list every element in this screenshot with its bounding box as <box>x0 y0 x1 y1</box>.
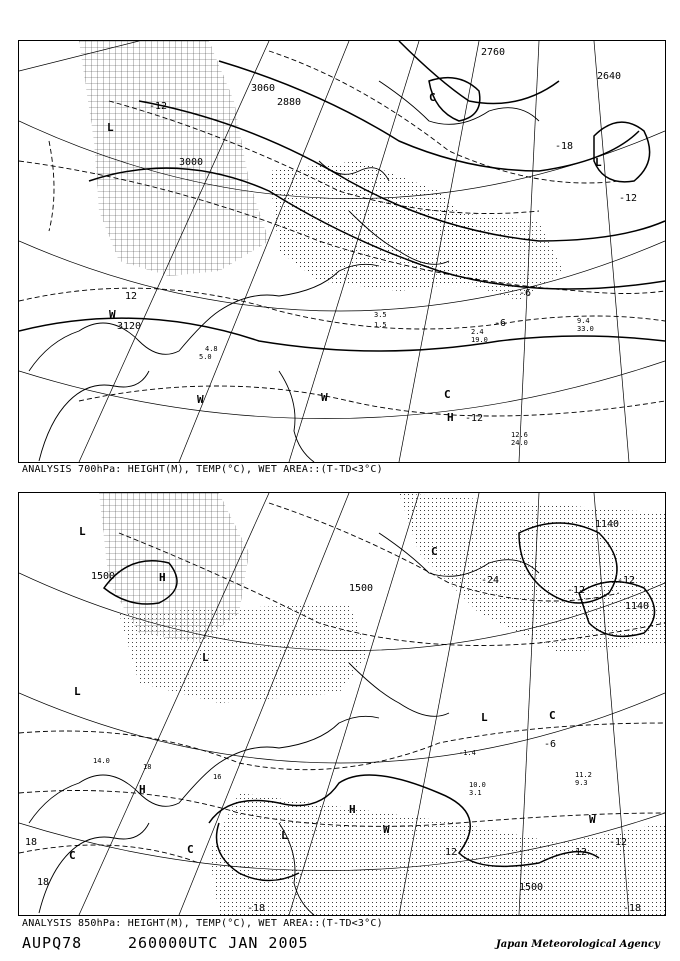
warm-center: W <box>589 813 596 826</box>
temp-label: 12 <box>575 847 588 858</box>
low-center: L <box>74 685 81 698</box>
station-value: 18 <box>143 763 152 771</box>
height-label: 2880 <box>277 97 302 108</box>
temp-label: 18 <box>25 837 38 848</box>
wet-area <box>209 793 665 915</box>
temp-label: -18 <box>555 141 574 152</box>
map-850hpa-canvas <box>19 493 665 915</box>
map-850hpa-caption: ANALYSIS 850hPa: HEIGHT(M), TEMP(°C), WET AREA::(T-TD<3°C) <box>22 918 383 929</box>
low-center: L <box>79 525 86 538</box>
station-value: 9.4 <box>577 317 590 325</box>
height-label: 3060 <box>251 83 276 94</box>
low-center: L <box>202 651 209 664</box>
station-value: 12.6 <box>511 431 528 439</box>
warm-center: C <box>444 388 451 401</box>
agency-name: Japan Meteorological Agency <box>496 939 660 950</box>
station-value: 16 <box>213 773 222 781</box>
low-center: L <box>107 121 114 134</box>
temp-label: 18 <box>37 877 50 888</box>
cold-center: C <box>187 843 194 856</box>
station-value: 1.5 <box>374 321 387 329</box>
station-value: 14.0 <box>93 757 110 765</box>
temp-label: -6 <box>544 739 557 750</box>
height-label: 1500 <box>519 882 544 893</box>
temp-label: -6 <box>519 288 532 299</box>
wet-area <box>119 603 369 703</box>
warm-center: W <box>197 393 204 406</box>
station-value: 5.0 <box>199 353 212 361</box>
temp-label: -12 <box>149 101 168 112</box>
warm-center: W <box>321 391 328 404</box>
chart-code: AUPQ78 <box>22 934 83 952</box>
station-value: 2.4 <box>471 328 484 336</box>
cold-center: C <box>69 849 76 862</box>
station-value: 3.5 <box>374 311 387 319</box>
station-value: 3.1 <box>469 789 482 797</box>
temp-label: -18 <box>623 903 642 914</box>
wet-area <box>79 41 269 276</box>
warm-center: W <box>109 308 116 321</box>
warm-center: W <box>383 823 390 836</box>
temp-label: -6 <box>494 318 507 329</box>
high-center: H <box>159 571 166 584</box>
station-value: 11.2 <box>575 771 592 779</box>
temp-label: 12 <box>445 847 458 858</box>
high-center: H <box>139 783 146 796</box>
cold-center: C <box>429 91 436 104</box>
map-700hpa-canvas <box>19 41 665 462</box>
wet-area <box>399 493 665 653</box>
map-850hpa <box>18 492 666 916</box>
temp-label: -18 <box>247 903 266 914</box>
station-value: 24.0 <box>511 439 528 447</box>
height-label: 1140 <box>625 601 650 612</box>
temp-label: -12 <box>619 193 638 204</box>
high-center: H <box>349 803 356 816</box>
temp-label: -24 <box>481 575 500 586</box>
low-center: L <box>595 156 602 169</box>
temp-label: -12 <box>609 837 628 848</box>
height-label: 2760 <box>481 47 506 58</box>
station-value: 4.8 <box>205 345 218 353</box>
map-700hpa <box>18 40 666 463</box>
low-center: L <box>481 711 488 724</box>
temp-label: -12 <box>617 575 636 586</box>
temp-label: -12 <box>567 585 586 596</box>
height-label: 1500 <box>349 583 374 594</box>
temp-label: 12 <box>125 291 138 302</box>
height-label: 3120 <box>117 321 142 332</box>
wet-area <box>439 211 564 301</box>
cold-center: C <box>549 709 556 722</box>
high-center: H <box>447 411 454 424</box>
height-label: 1140 <box>595 519 620 530</box>
height-label: 3000 <box>179 157 204 168</box>
station-value: -1.4 <box>459 749 476 757</box>
station-value: 19.0 <box>471 336 488 344</box>
low-center: L <box>281 829 288 842</box>
station-value: 33.0 <box>577 325 594 333</box>
station-value: 9.3 <box>575 779 588 787</box>
station-value: 10.0 <box>469 781 486 789</box>
height-label: 1500 <box>91 571 116 582</box>
valid-time: 260000UTC JAN 2005 <box>128 934 309 952</box>
height-label: 2640 <box>597 71 622 82</box>
map-700hpa-caption: ANALYSIS 700hPa: HEIGHT(M), TEMP(°C), WET AREA::(T-TD<3°C) <box>22 464 383 475</box>
cold-center: C <box>431 545 438 558</box>
temp-label: -12 <box>465 413 484 424</box>
